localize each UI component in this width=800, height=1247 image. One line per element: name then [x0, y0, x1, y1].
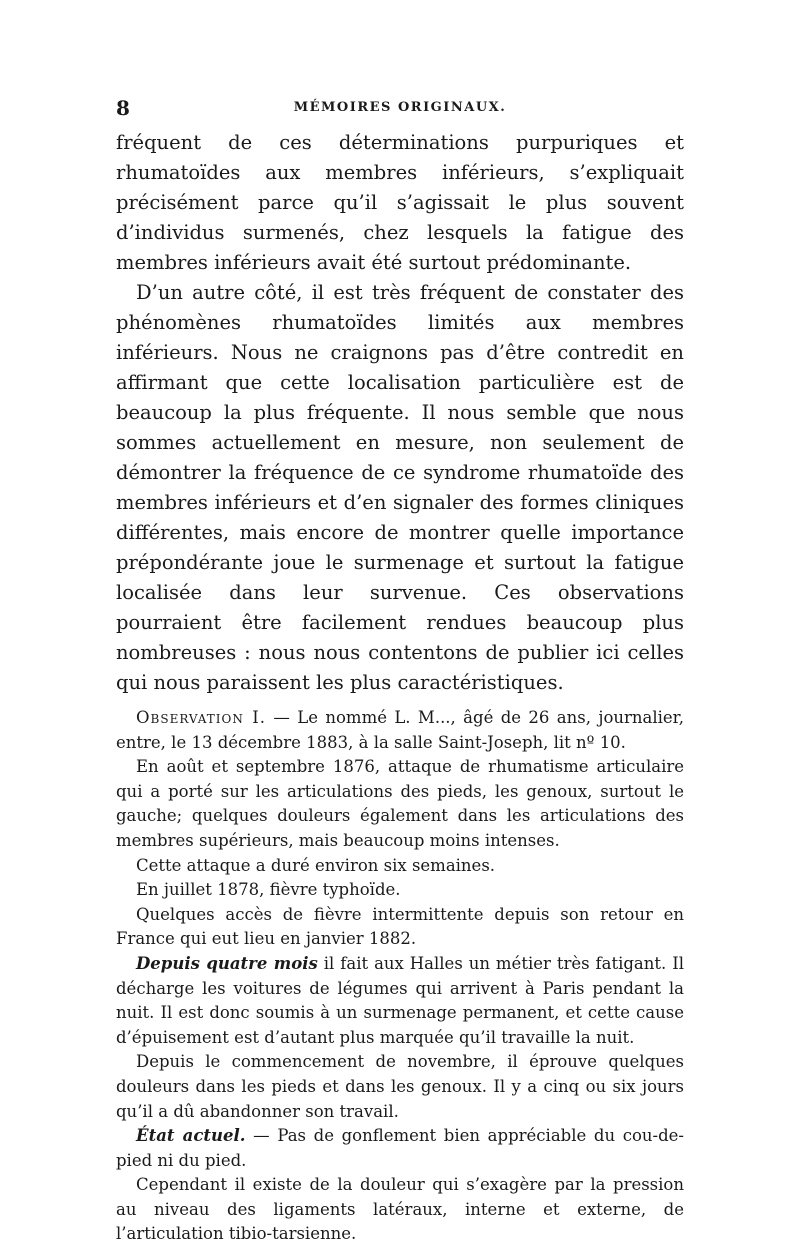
paragraph-2: D’un autre côté, il est très fréquent de constater des phénomènes rhumatoïdes limités aux membres inférieurs. Nous ne craignons pas d’être contredit en affirmant que cette localisation particulière est de beaucoup la plus fréquente. Il nous semble que nous sommes actuellement en mesure, non seulement de démontrer la fréquence de ce syndrome rhumatoïde des membres inférieurs et d’en signaler des formes cliniques différentes, mais encore de montrer quelle importance prépondérante joue le surmenage et surtout la fatigue localisée dans leur survenue. Ces observations pourraient être facilement rendues beaucoup plus nombreuses : nous nous contentons de publier ici celles qui nous paraissent les plus caractéristiques.	[116, 281, 684, 694]
observation-paragraph-5-text: il fait aux Halles un métier très fatigant. Il décharge les voitures de légumes qui arrivent à Paris pendant la nuit. Il est donc soumis à un surmenage permanent, et cette cause d’épuisement est d’autant plus marquée qu’il travaille la nuit.	[116, 953, 684, 1047]
observation-paragraph-7-dash: —	[245, 1126, 278, 1146]
running-title: MÉMOIRES ORIGINAUX.	[293, 100, 507, 115]
observation-paragraph-8: Cependant il existe de la douleur qui s’exagère par la pression au niveau des ligaments latéraux, interne et externe, de l’articulation tibio-tarsienne.	[116, 1175, 684, 1244]
observation-paragraph-7	[116, 1124, 684, 1173]
observation-paragraph-6: Depuis le commencement de novembre, il éprouve quelques douleurs dans les pieds et dans les genoux. Il y a cinq ou six jours qu’il a dû abandonner son travail.	[116, 1052, 684, 1121]
observation-paragraph-5	[116, 952, 684, 1050]
observation-dash: —	[266, 708, 298, 727]
main-text	[116, 128, 684, 698]
observation-paragraph-1: En août et septembre 1876, attaque de rhumatisme articulaire qui a porté sur les articulations des pieds, les genoux, surtout le gauche; quelques douleurs également dans les articulations des membres supérieurs, mais beaucoup moins intenses.	[116, 757, 684, 850]
page-number: 8	[116, 96, 130, 120]
observation-section	[116, 706, 684, 1247]
observation-paragraph-7-text: Pas de gonflement bien appréciable du cou-de-pied ni du pied.	[116, 1126, 685, 1170]
observation-label: Observation I.	[136, 708, 267, 727]
observation-paragraph-3: En juillet 1878, fièvre typhoïde.	[136, 880, 401, 900]
observation-paragraph-4: Quelques accès de fièvre intermittente depuis son retour en France qui eut lieu en janvier 1882.	[116, 904, 684, 949]
observation-intro-text: Le nommé L. M..., âgé de 26 ans, journalier, entre, le 13 décembre 1883, à la salle Saint-Joseph, lit nº 10.	[116, 708, 684, 752]
observation-paragraph-7-lead: État actuel.	[136, 1126, 246, 1146]
page-header	[116, 96, 684, 122]
observation-paragraph-2: Cette attaque a duré environ six semaines.	[136, 855, 496, 875]
observation-intro	[116, 706, 684, 755]
paragraph-1: fréquent de ces déterminations purpuriques et rhumatoïdes aux membres inférieurs, s’expliquait précisément parce qu’il s’agissait le plus souvent d’individus surmenés, chez lesquels la fatigue des membres inférieurs avait été surtout prédominante.	[116, 131, 684, 274]
observation-paragraph-5-lead: Depuis quatre mois	[136, 953, 318, 973]
